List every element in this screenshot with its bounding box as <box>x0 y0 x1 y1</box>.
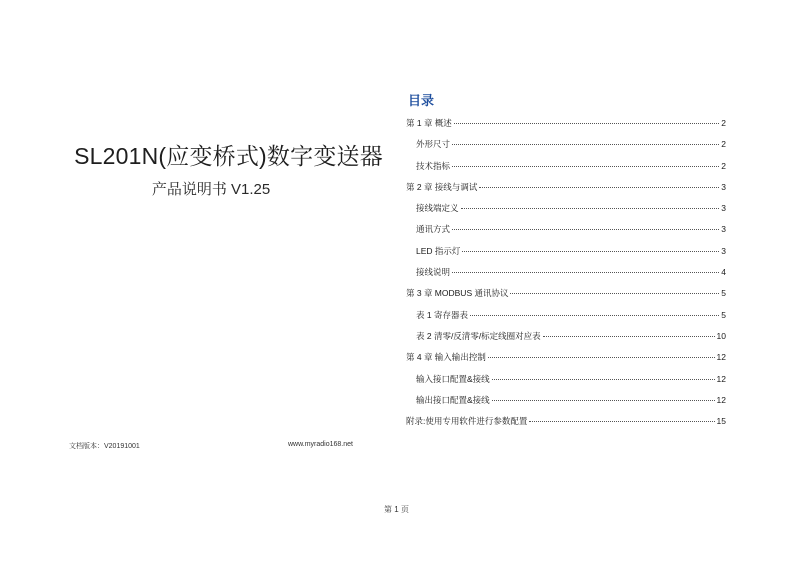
toc-entry-page: 3 <box>721 245 726 256</box>
toc-entry[interactable] <box>406 138 726 159</box>
toc-entry[interactable] <box>406 287 726 308</box>
table-of-contents <box>406 90 726 436</box>
toc-entry-label: 接线端定义 <box>416 203 459 214</box>
toc-dot-leader <box>510 293 719 294</box>
manual-subtitle: 产品说明书 V1.25 <box>151 181 271 198</box>
toc-dot-leader <box>488 357 715 358</box>
product-title: SL201N(应变桥式)数字变送器 <box>74 143 383 169</box>
toc-entry-page: 12 <box>716 352 726 363</box>
toc-entry[interactable] <box>406 351 726 372</box>
website-url: www.myradio168.net <box>288 441 353 448</box>
page-number: 第 1 页 <box>384 505 409 514</box>
toc-entry-label: 附录:使用专用软件进行参数配置 <box>406 416 528 427</box>
toc-entry-page: 12 <box>716 394 726 405</box>
toc-entry-page: 12 <box>716 373 726 384</box>
toc-entry[interactable] <box>406 266 726 287</box>
toc-dot-leader <box>454 123 719 124</box>
toc-entry[interactable] <box>406 223 726 244</box>
toc-entry-label: 表 1 寄存器表 <box>416 309 468 320</box>
toc-dot-leader <box>452 166 719 167</box>
toc-entry-label: 第 3 章 MODBUS 通讯协议 <box>406 288 509 299</box>
toc-entry-page: 4 <box>721 267 726 278</box>
toc-entry-label: LED 指示灯 <box>416 245 461 256</box>
toc-entry-page: 3 <box>721 224 726 235</box>
toc-entry-page: 2 <box>721 160 726 171</box>
toc-entry[interactable] <box>406 181 726 202</box>
toc-entry-page: 2 <box>721 139 726 150</box>
toc-dot-leader <box>470 315 719 316</box>
toc-entry-label: 第 2 章 接线与调试 <box>406 181 478 192</box>
toc-entry-page: 2 <box>721 118 726 128</box>
toc-entry-label: 技术指标 <box>416 160 451 171</box>
toc-entry-page: 5 <box>721 309 726 320</box>
toc-dot-leader <box>452 144 719 145</box>
toc-entry[interactable] <box>406 330 726 351</box>
toc-entry-label: 接线说明 <box>416 267 451 278</box>
toc-entry-page: 10 <box>716 330 726 341</box>
toc-entry[interactable] <box>406 160 726 181</box>
toc-entry[interactable] <box>406 394 726 415</box>
toc-heading: 目录 <box>408 94 435 109</box>
toc-entry-page: 3 <box>721 203 726 214</box>
toc-dot-leader <box>452 229 719 230</box>
toc-dot-leader <box>543 336 715 337</box>
toc-entry-label: 输出接口配置&接线 <box>416 394 490 405</box>
toc-entry[interactable] <box>406 117 726 138</box>
toc-entry[interactable] <box>406 415 726 436</box>
toc-dot-leader <box>452 272 719 273</box>
toc-dot-leader <box>529 421 714 422</box>
toc-dot-leader <box>461 208 720 209</box>
toc-dot-leader <box>492 379 715 380</box>
toc-list <box>406 117 726 436</box>
toc-entry-label: 第 4 章 输入输出控制 <box>406 352 486 363</box>
document-version: 文档版本：V20191001 <box>69 443 140 450</box>
toc-entry-label: 外形尺寸 <box>416 139 451 150</box>
toc-entry-page: 3 <box>721 181 726 192</box>
toc-entry-label: 通讯方式 <box>416 224 451 235</box>
toc-entry[interactable] <box>406 309 726 330</box>
toc-entry-label: 输入接口配置&接线 <box>416 373 490 384</box>
toc-entry-label: 第 1 章 概述 <box>406 118 452 128</box>
toc-entry-page: 5 <box>721 288 726 299</box>
toc-entry[interactable] <box>406 245 726 266</box>
toc-dot-leader <box>479 187 719 188</box>
toc-dot-leader <box>462 251 719 252</box>
toc-entry[interactable] <box>406 202 726 223</box>
toc-entry-label: 表 2 清零/反清零/标定线圈对应表 <box>416 330 541 341</box>
toc-entry-page: 15 <box>716 416 726 427</box>
toc-dot-leader <box>492 400 715 401</box>
toc-entry[interactable] <box>406 373 726 394</box>
